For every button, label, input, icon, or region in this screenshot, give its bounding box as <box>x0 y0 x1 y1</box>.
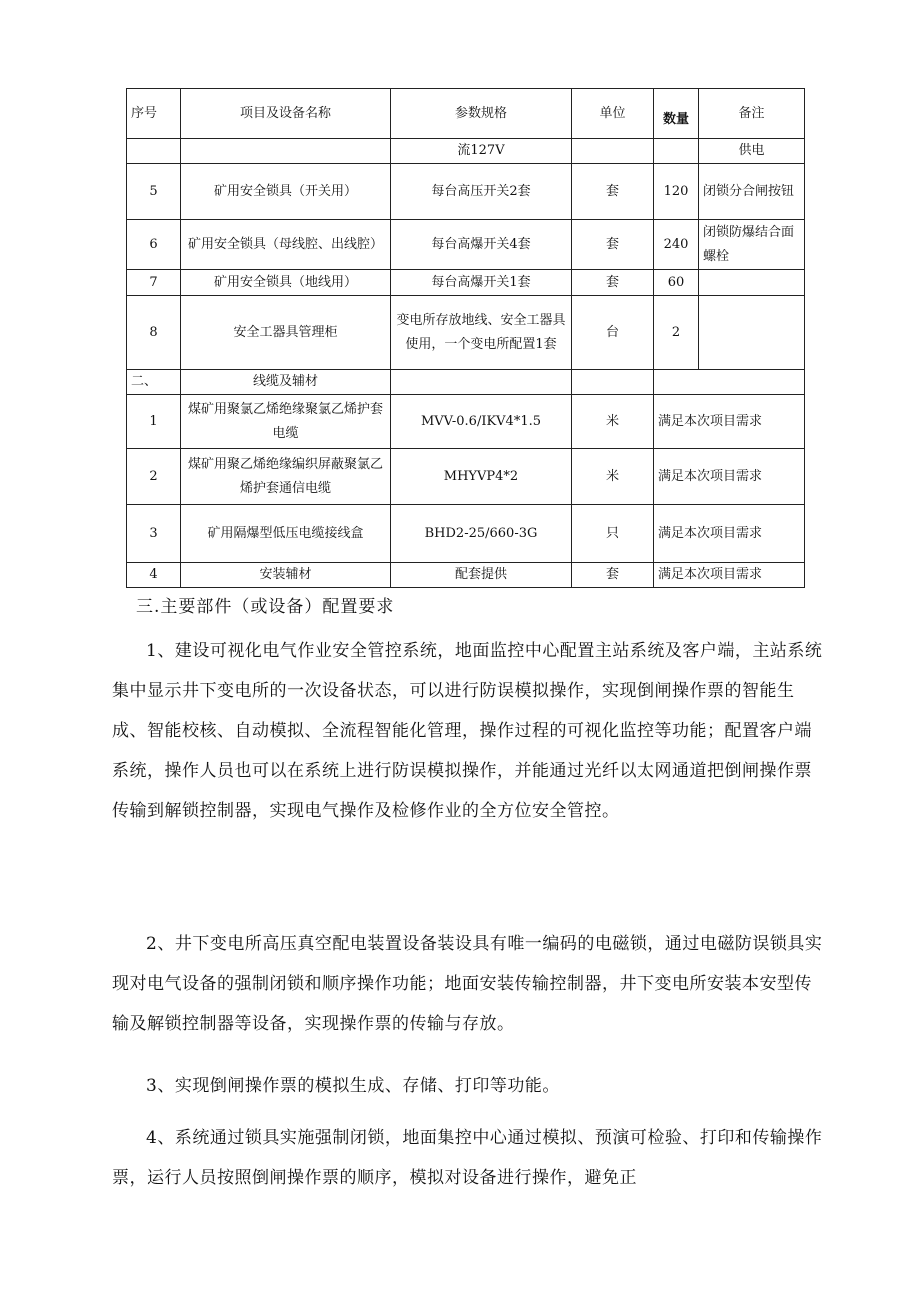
table-row <box>127 164 805 220</box>
cell-spec: MHYVP4*2 <box>391 449 572 505</box>
cell-note <box>699 270 805 296</box>
cell-name: 安全工器具管理柜 <box>181 296 391 370</box>
cell-note: 满足本次项目需求 <box>654 563 805 588</box>
cell-name: 煤矿用聚乙烯绝缘编织屏蔽聚氯乙烯护套通信电缆 <box>181 449 391 505</box>
cell-no: 3 <box>127 505 181 563</box>
cell-unit: 套 <box>572 220 654 270</box>
cell-unit: 米 <box>572 395 654 449</box>
cell-no: 1 <box>127 395 181 449</box>
cell-spec: MVV-0.6/IKV4*1.5 <box>391 395 572 449</box>
paragraph-1: 1、建设可视化电气作业安全管控系统，地面监控中心配置主站系统及客户端，主站系统集中显示井下变电所的一次设备状态，可以进行防误模拟操作，实现倒闸操作票的智能生成、智能校核、自动模拟、全流程智能化管理，操作过程的可视化监控等功能；配置客户端系统，操作人员也可以在系统上进行防误模拟操作，并能通过光纤以太网通道把倒闸操作票传输到解锁控制器，实现电气操作及检修作业的全方位安全管控。 <box>112 641 823 821</box>
cell-note: 闭锁防爆结合面螺栓 <box>699 220 805 270</box>
table-row <box>127 220 805 270</box>
cell-name: 安装辅材 <box>181 563 391 588</box>
cell-spec: 每台高爆开关4套 <box>391 220 572 270</box>
cell-unit: 台 <box>572 296 654 370</box>
table-row <box>127 270 805 296</box>
cell-no: 7 <box>127 270 181 296</box>
cell-spec: 每台高爆开关1套 <box>391 270 572 296</box>
cell-name: 矿用隔爆型低压电缆接线盒 <box>181 505 391 563</box>
table-row <box>127 563 805 588</box>
table-row <box>127 139 805 164</box>
cell-name: 煤矿用聚氯乙烯绝缘聚氯乙烯护套电缆 <box>181 395 391 449</box>
cell-unit: 套 <box>572 164 654 220</box>
header-name: 项目及设备名称 <box>181 89 391 139</box>
cell-qty: 120 <box>654 164 699 220</box>
cell-spec: 流127V <box>391 139 572 164</box>
cell-spec: 配套提供 <box>391 563 572 588</box>
cell-spec: 每台高压开关2套 <box>391 164 572 220</box>
cell-no: 5 <box>127 164 181 220</box>
cell-unit: 米 <box>572 449 654 505</box>
cell-spec: 变电所存放地线、安全工器具使用，一个变电所配置1套 <box>391 296 572 370</box>
cell-note: 闭锁分合闸按钮 <box>699 164 805 220</box>
cell-qty: 2 <box>654 296 699 370</box>
table-header-row <box>127 89 805 139</box>
cell-note: 供电 <box>699 139 805 164</box>
cell-no: 4 <box>127 563 181 588</box>
cell-name: 矿用安全锁具（母线腔、出线腔） <box>181 220 391 270</box>
cell-note: 满足本次项目需求 <box>654 395 805 449</box>
table-row <box>127 395 805 449</box>
section-title: 三.主要部件（或设备）配置要求 <box>136 597 395 617</box>
cell-spec: BHD2-25/660-3G <box>391 505 572 563</box>
cell-no: 6 <box>127 220 181 270</box>
equipment-table <box>126 88 805 588</box>
header-unit: 单位 <box>572 89 654 139</box>
cell-no: 2 <box>127 449 181 505</box>
section-name: 线缆及辅材 <box>181 370 391 395</box>
table-row <box>127 449 805 505</box>
cell-name: 矿用安全锁具（地线用） <box>181 270 391 296</box>
cell-no: 8 <box>127 296 181 370</box>
cell-qty: 60 <box>654 270 699 296</box>
header-spec: 参数规格 <box>391 89 572 139</box>
cell-note: 满足本次项目需求 <box>654 449 805 505</box>
cell-note <box>699 296 805 370</box>
header-note: 备注 <box>699 89 805 139</box>
paragraph-4: 4、系统通过锁具实施强制闭锁，地面集控中心通过模拟、预演可检验、打印和传输操作票，运行人员按照倒闸操作票的顺序，模拟对设备进行操作，避免正 <box>112 1128 823 1188</box>
table-row <box>127 505 805 563</box>
table-section-row <box>127 370 805 395</box>
cell-unit: 只 <box>572 505 654 563</box>
cell-qty: 240 <box>654 220 699 270</box>
cell-unit: 套 <box>572 563 654 588</box>
cell-note: 满足本次项目需求 <box>654 505 805 563</box>
section-no: 二、 <box>127 370 181 395</box>
paragraph-3: 3、实现倒闸操作票的模拟生成、存储、打印等功能。 <box>146 1076 560 1096</box>
header-qty: 数量 <box>654 89 699 139</box>
table-row <box>127 296 805 370</box>
cell-name: 矿用安全锁具（开关用） <box>181 164 391 220</box>
cell-unit: 套 <box>572 270 654 296</box>
header-no: 序号 <box>127 89 181 139</box>
paragraph-2: 2、井下变电所高压真空配电装置设备装设具有唯一编码的电磁锁，通过电磁防误锁具实现对电气设备的强制闭锁和顺序操作功能；地面安装传输控制器，井下变电所安装本安型传输及解锁控制器等设备，实现操作票的传输与存放。 <box>112 934 823 1034</box>
